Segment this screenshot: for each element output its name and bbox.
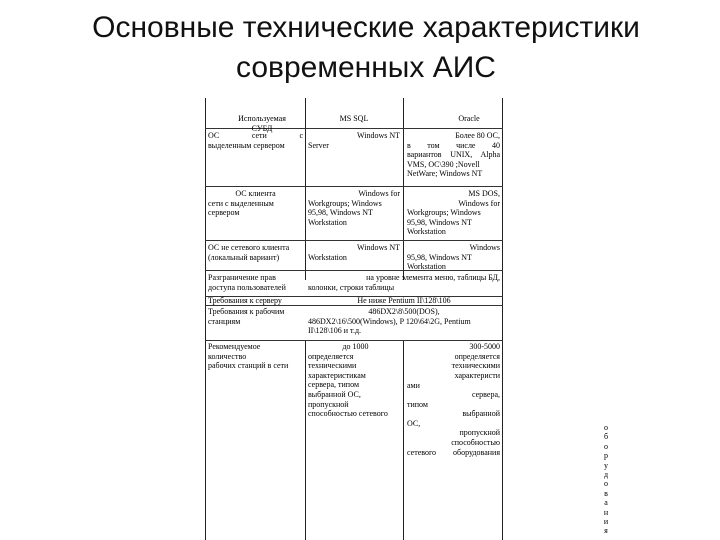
vertical-letter: о [604,441,608,451]
row-workstation-req-value [308,307,500,336]
value-line: определяется [308,351,354,361]
value-line: Windows [469,243,500,252]
table-border-left [205,98,206,540]
table-row-divider [205,240,503,241]
value-line: оборудования [453,447,500,457]
value-line: сервера, [471,389,500,399]
characteristics-table [205,98,503,540]
value-line: определяется [454,351,500,361]
vertical-letter: н [603,507,609,517]
row-server-os-mssql [308,131,400,150]
row-workstations-count-label [208,342,305,371]
row-client-os-mssql [308,189,400,227]
row-server-req-value: Не ниже Pentium II\128\106 [357,296,451,305]
value-line: 486DX2\16\500(Windows), P 120\64\2G, Pentium [308,316,471,326]
label-line: ОС клиента [235,189,276,198]
value-line: характеристи [454,370,500,380]
header-oracle: Oracle [458,114,480,123]
header-ms-sql: MS SQL [339,114,369,123]
table-row-divider [205,186,503,187]
row-server-os-label [208,131,303,150]
row-local-os-mssql [308,243,400,262]
label-line: доступа пользователей [208,282,286,292]
value-line: сервера, типом [308,380,359,390]
label-line: ОС не сетевого клиента [208,243,290,252]
label-line: сервером [208,208,240,218]
vertical-letter: о [604,423,608,432]
table-column-divider-1b [305,340,306,540]
row-workstations-count-mssql [308,342,403,419]
value-line: выбранной ОС, [308,389,361,399]
slide-title-line-2: современных АИС [236,51,496,84]
value-line: способностью [451,437,500,447]
value-line: Windows for [358,189,400,198]
value-line: ОС, [407,419,421,429]
row-workstation-req-label [208,307,305,326]
value-line [430,419,500,429]
value-line: Workstation [407,262,446,272]
label-line: ОС сети с [208,131,303,140]
value-line: Windows for [458,198,500,208]
table-row-divider [205,340,503,341]
header-dbms-label: Используемая СУБД [238,114,286,133]
value-line: Windows NT [356,243,400,252]
value-line: характеристикам [308,370,366,380]
row-local-os-oracle [407,243,500,272]
label-line: Рекомендуемое [208,342,261,351]
vertical-letter: д [603,470,609,480]
value-line: до 1000 [342,342,369,351]
value-line: Workstation [308,217,347,227]
value-line: Workstation [308,252,347,262]
value-line: 95,98, Windows NT [308,208,373,218]
label-line: количество [208,351,247,361]
vertical-letter: о [604,479,608,489]
value-line: MS DOS, [468,189,500,198]
vertical-letter: р [604,451,608,461]
value-line: пропускной [459,428,500,438]
label-line: Требования к рабочим [208,307,285,316]
slide-title-line-1: Основные технические характеристики [92,11,640,44]
row-workstations-count-oracle [430,342,500,457]
value-line: способностью сетевого [308,409,388,419]
value-line: типом [407,400,428,410]
value-line: выбранной [462,409,500,419]
vertical-letter: у [604,460,608,470]
value-line: колонки, строки таблицы [308,282,395,292]
table-column-divider-2b [403,340,404,540]
row-client-os-oracle [407,189,500,237]
label-line: рабочих станций в сети [208,361,289,371]
vertical-letter: а [604,498,608,508]
table-column-divider-2 [403,98,404,280]
value-line: Workstation [407,227,446,237]
value-line: 95,98, Windows NT [407,252,472,262]
row-server-os-oracle [407,131,500,179]
table-column-divider-1 [305,98,306,280]
row-access-rights-label [208,273,305,292]
table-border-right [502,98,503,540]
value-line: II\128\106 и т.д. [308,326,362,336]
value-line: 300-5000 [469,342,500,351]
value-line [430,400,500,410]
value-line: Более 80 ОС, [455,131,500,140]
row-local-os-label [208,243,303,262]
row-access-rights-value [308,273,500,292]
vertical-overflow-text [602,423,610,536]
value-line: VMS, OC\390 ;Novell [407,159,480,169]
value-line: Workgroups; Windows [407,208,481,218]
value-line: техническими [308,361,357,371]
value-line: сетевого [407,448,437,458]
value-line: Windows NT [356,131,400,140]
value-line: на уровне элемента меню, таблицы БД, [366,273,500,282]
row-client-os-label [208,189,303,218]
value-line: NetWare; Windows NT [407,169,483,179]
value-line [430,380,500,390]
label-line: выделенным сервером [208,140,285,150]
row-server-req-label: Требования к серверу [208,296,282,305]
label-line: (локальный вариант) [208,252,280,262]
value-line: ами [407,381,420,390]
value-line: Workgroups; Windows [308,198,382,208]
value-line: в том числе 40 [407,140,500,150]
value-line: 95,98, Windows NT [407,217,472,227]
vertical-letter: б [603,432,609,442]
vertical-letter: и [603,517,609,527]
label-line: Разграничение прав [208,273,276,282]
value-line: Server [308,140,329,150]
vertical-letter: в [604,488,608,498]
value-line: вариантов UNIX, Alpha [407,150,500,160]
value-line: пропускной [308,399,349,409]
label-line: станциям [208,316,241,326]
value-line: 486DX2\8\500(DOS), [368,307,440,316]
label-line: сети с выделенным [208,198,274,208]
value-line: техническими [451,361,500,371]
vertical-letter: я [604,526,608,536]
